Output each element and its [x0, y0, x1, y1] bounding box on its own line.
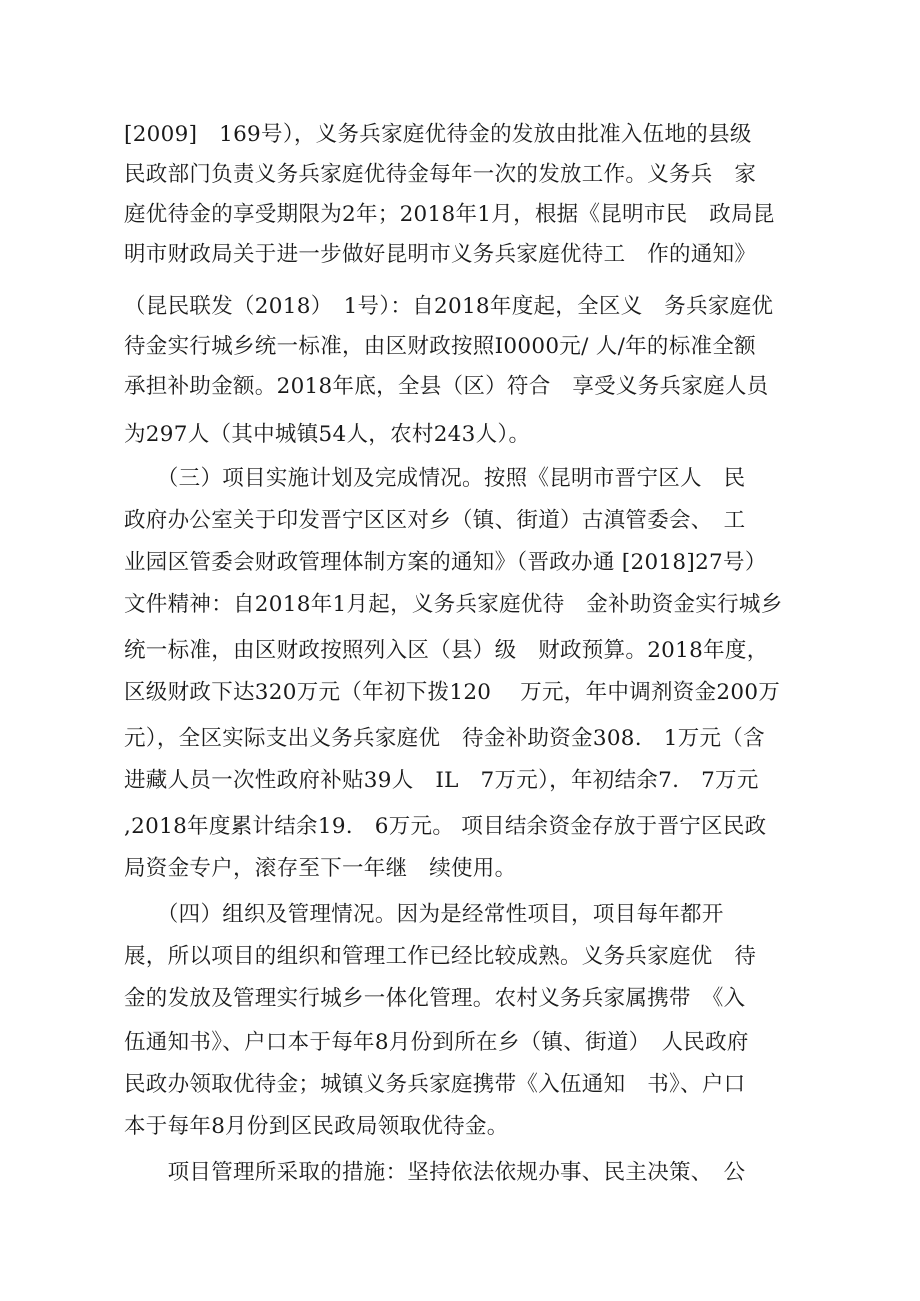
text-line: 政府办公室关于印发晋宁区区对乡（镇、街道）古滇管委会、 工 [124, 508, 746, 533]
text-line: 民政办领取优待金；城镇义务兵家庭携带《入伍通知 书》、户口 [124, 1072, 746, 1097]
text-line: 文件精神：自2018年1月起，义务兵家庭优待 金补助资金实行城乡 [124, 592, 783, 617]
text-line: 待金实行城乡统一标准，由区财政按照I0000元/ 人/年的标准全额 [124, 334, 756, 359]
text-line: 统一标准，由区财政按照列入区（县）级 财政预算。2018年度， [124, 638, 769, 663]
text-line: 为297人（其中城镇54人，农村243人）。 [124, 422, 531, 447]
text-line: （昆民联发（2018） 1号）：自2018年度起，全区义 务兵家庭优 [124, 294, 774, 319]
text-line: 伍通知书》、户口本于每年8月份到所在乡（镇、街道） 人民政府 [124, 1030, 749, 1055]
text-line: 承担补助金额。2018年底，全县（区）符合 享受义务兵家庭人员 [124, 374, 769, 399]
text-line: 进藏人员一次性政府补贴39人 IL 7万元），年初结余7. 7万元 [124, 768, 759, 793]
text-line: 庭优待金的享受期限为2年；2018年1月，根据《昆明市民 政局昆 [124, 202, 775, 227]
text-line: 局资金专户，滚存至下一年继 续使用。 [124, 856, 517, 881]
text-line: 民政部门负责义务兵家庭优待金每年一次的发放工作。义务兵 家 [124, 162, 757, 187]
text-line: 展，所以项目的组织和管理工作已经比较成熟。义务兵家庭优 待 [124, 944, 757, 969]
text-line: 元），全区实际支出义务兵家庭优 待金补助资金308. 1万元（含 [124, 726, 765, 751]
text-line: 区级财政下达320万元（年初下拨120 万元，年中调剂资金200万 [124, 680, 781, 705]
text-line: 项目管理所采取的措施：坚持依法依规办事、民主决策、 公 [124, 1160, 746, 1185]
text-line: [2009] 169号），义务兵家庭优待金的发放由批准入伍地的县级 [124, 122, 752, 147]
text-line: 业园区管委会财政管理体制方案的通知》（晋政办通 [2018]27号） [124, 550, 767, 575]
text-line: 明市财政局关于进一步做好昆明市义务兵家庭优待工 作的通知》 [124, 242, 757, 267]
text-line: 本于每年8月份到区民政局领取优待金。 [124, 1114, 509, 1139]
text-line: ,2018年度累计结余19. 6万元。 项目结余资金存放于晋宁区民政 [124, 814, 767, 839]
text-line: 金的发放及管理实行城乡一体化管理。农村义务兵家属携带 《入 [124, 986, 746, 1011]
text-line: （三）项目实施计划及完成情况。按照《昆明市晋宁区人 民 [124, 466, 746, 491]
text-line: （四）组织及管理情况。因为是经常性项目，项目每年都开 [124, 902, 724, 927]
